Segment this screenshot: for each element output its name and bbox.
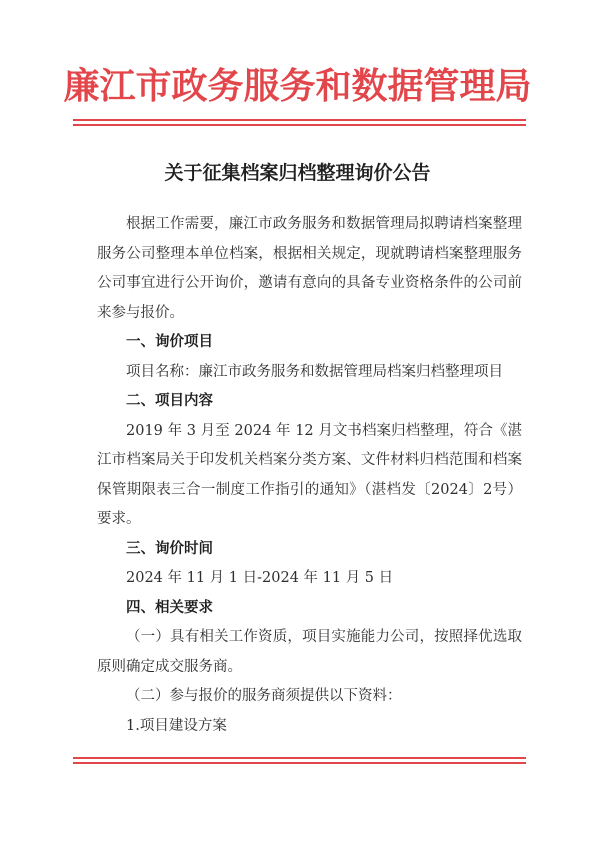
footer-rule-bottom	[73, 762, 526, 764]
requirement-1-paragraph: （一）具有相关工作资质，项目实施能力公司，按照择优选取原则确定成交服务商。	[97, 629, 522, 675]
project-content-paragraph: 2019 年 3 月至 2024 年 12 月文书档案归档整理，符合《湛江市档案局关于印发机关档案分类方案、文件材料归档范围和档案保管期限表三合一制度工作指引的通知》（湛档发〔2024〕2号）要求。	[97, 422, 522, 527]
document-title: 关于征集档案归档整理询价公告	[164, 162, 431, 184]
inquiry-time-line: 2024 年 11 月 1 日-2024 年 11 月 5 日	[126, 570, 394, 586]
section-heading-inquiry-time: 三、询价时间	[126, 540, 213, 557]
document-body	[97, 210, 522, 741]
section-heading-inquiry-project: 一、询价项目	[126, 334, 213, 350]
project-name-line: 项目名称：廉江市政务服务和数据管理局档案归档整理项目	[126, 363, 503, 380]
requirement-2-line: （二）参与报价的服务商须提供以下资料：	[126, 688, 402, 704]
letterhead-rule-bottom	[73, 124, 526, 126]
letterhead-org-name: 廉江市政务服务和数据管理局	[63, 65, 532, 107]
letterhead-rule-top	[73, 119, 526, 121]
section-heading-requirements: 四、相关要求	[126, 599, 213, 616]
section-heading-project-content: 二、项目内容	[126, 393, 213, 409]
footer-rule-top	[73, 757, 526, 759]
intro-paragraph: 根据工作需要，廉江市政务服务和数据管理局拟聘请档案整理服务公司整理本单位档案，根据相关规定，现就聘请档案整理服务公司事宜进行公开询价，邀请有意向的具备专业资格条件的公司前来参与报价。	[97, 216, 522, 321]
requirement-2-item-1: 1.项目建设方案	[126, 717, 227, 734]
